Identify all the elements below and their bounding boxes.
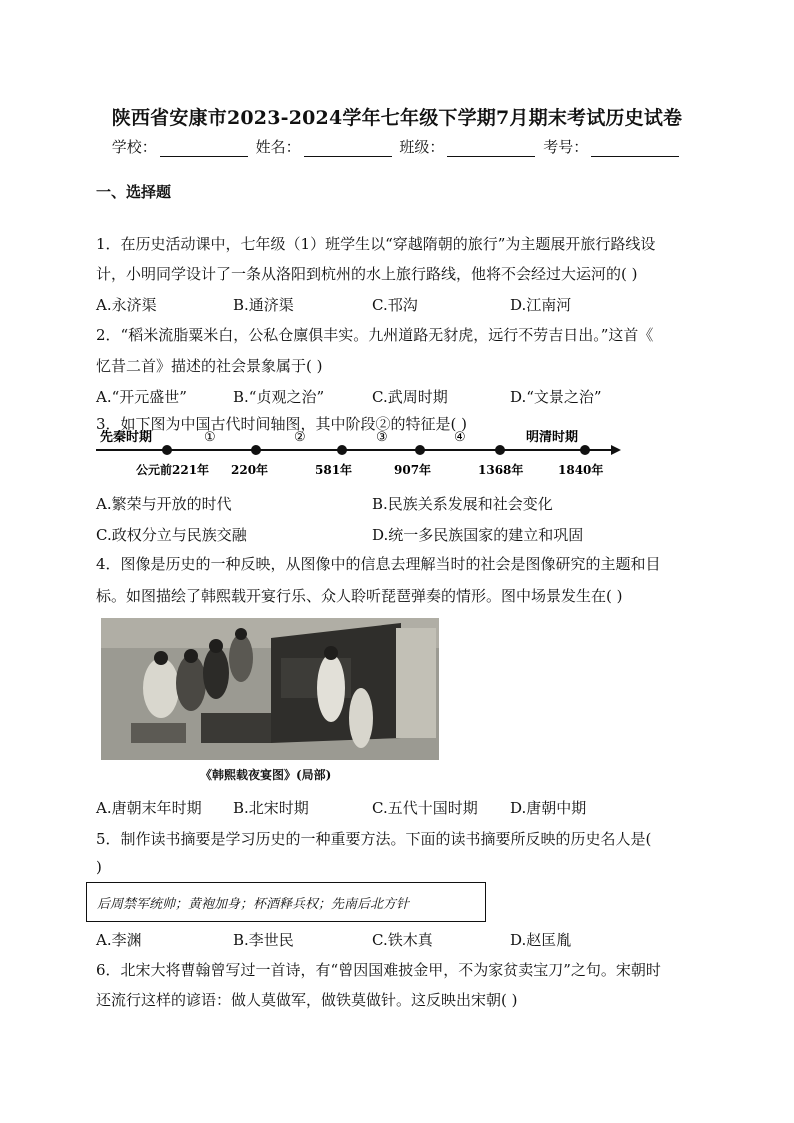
school-blank[interactable] [160,142,248,157]
timeline-stage-1: ① [204,430,216,445]
q4-line1: 4．图像是历史的一种反映，从图像中的信息去理解当时的社会是图像研究的主题和目 [96,555,661,573]
q1-option-b[interactable]: B.通济渠 [233,296,294,314]
painting-illustration [101,618,439,760]
q5-line2: ) [96,858,102,876]
q4-line2: 标。如图描绘了韩熙载开宴行乐、众人聆听琵琶弹奏的情形。图中场景发生在( ) [96,587,623,605]
q2-line1: 2．“稻米流脂粟米白，公私仓廪俱丰实。九州道路无豺虎，远行不劳吉日出。”这首《 [96,326,654,344]
painting-caption: 《韩熙载夜宴图》(局部) [200,768,332,782]
q5-line1: 5．制作读书摘要是学习历史的一种重要方法。下面的读书摘要所反映的历史名人是( [96,830,652,848]
student-info-row [0,136,794,157]
timeline-dot [337,445,347,455]
section-heading: 一、选择题 [96,183,172,201]
name-blank[interactable] [304,142,392,157]
class-blank[interactable] [447,142,535,157]
q3-option-a[interactable]: A.繁荣与开放的时代 [96,495,232,513]
q3-line1: 3．如下图为中国古代时间轴图，其中阶段②的特征是( ) [96,415,468,433]
q5-option-c[interactable]: C.铁木真 [372,931,433,949]
q5-option-a[interactable]: A.李渊 [96,931,142,949]
timeline-date-1: 220年 [231,463,269,477]
number-label: 考号： [543,138,589,156]
reading-summary-box [86,882,486,922]
exam-title: 陕西省安康市2023-2024学年七年级下学期7月期末考试历史试卷 [111,107,683,129]
q6-line2: 还流行这样的谚语：做人莫做军，做铁莫做针。这反映出宋朝( ) [96,991,518,1009]
q1-option-d[interactable]: D.江南河 [510,296,572,314]
q5-option-b[interactable]: B.李世民 [233,931,294,949]
timeline-date-2: 581年 [315,463,353,477]
timeline-diagram [96,430,626,492]
q3-option-b[interactable]: B.民族关系发展和社会变化 [372,495,553,513]
class-label: 班级： [399,138,445,156]
q4-option-b[interactable]: B.北宋时期 [233,799,309,817]
q2-option-c[interactable]: C.武周时期 [372,388,448,406]
q2-option-a[interactable]: A.“开元盛世” [96,388,187,406]
q6-line1: 6．北宋大将曹翰曾写过一首诗，有“曾因国难披金甲，不为家贫卖宝刀”之句。宋朝时 [96,961,661,979]
timeline-arrow-icon [611,445,621,455]
q4-option-c[interactable]: C.五代十国时期 [372,799,478,817]
q3-option-c[interactable]: C.政权分立与民族交融 [96,526,247,544]
timeline-date-0: 公元前221年 [136,463,210,477]
timeline-stage-3: ③ [376,430,388,445]
timeline-start-label: 先秦时期 [100,430,153,445]
q1-line2: 计，小明同学设计了一条从洛阳到杭州的水上旅行路线，他将不会经过大运河的( ) [96,265,638,283]
q5-option-d[interactable]: D.赵匡胤 [510,931,572,949]
q2-option-b[interactable]: B.“贞观之治” [233,388,325,406]
q3-option-d[interactable]: D.统一多民族国家的建立和巩固 [372,526,584,544]
timeline-stage-4: ④ [454,430,466,445]
school-label: 学校： [111,138,157,156]
name-label: 姓名： [255,138,301,156]
timeline-date-5: 1840年 [558,463,604,477]
timeline-dot [251,445,261,455]
q1-line1: 1．在历史活动课中，七年级（1）班学生以“穿越隋朝的旅行”为主题展开旅行路线设 [96,235,656,253]
timeline-date-4: 1368年 [478,463,524,477]
q2-line2: 忆昔二首》描述的社会景象属于( ) [96,357,323,375]
painting-image [101,618,439,760]
timeline-dot [162,445,172,455]
timeline-date-3: 907年 [394,463,432,477]
timeline-end-label: 明清时期 [526,430,579,445]
q1-option-a[interactable]: A.永济渠 [96,296,157,314]
q1-option-c[interactable]: C.邗沟 [372,296,418,314]
timeline-dot [415,445,425,455]
q4-option-a[interactable]: A.唐朝末年时期 [96,799,202,817]
q2-option-d[interactable]: D.“文景之治” [510,388,602,406]
timeline-dot [580,445,590,455]
timeline-dot [495,445,505,455]
timeline-stage-2: ② [294,430,306,445]
number-blank[interactable] [591,142,679,157]
reading-summary-text: 后周禁军统帅；黄袍加身；杯酒释兵权；先南后北方针 [97,897,410,912]
q4-option-d[interactable]: D.唐朝中期 [510,799,587,817]
